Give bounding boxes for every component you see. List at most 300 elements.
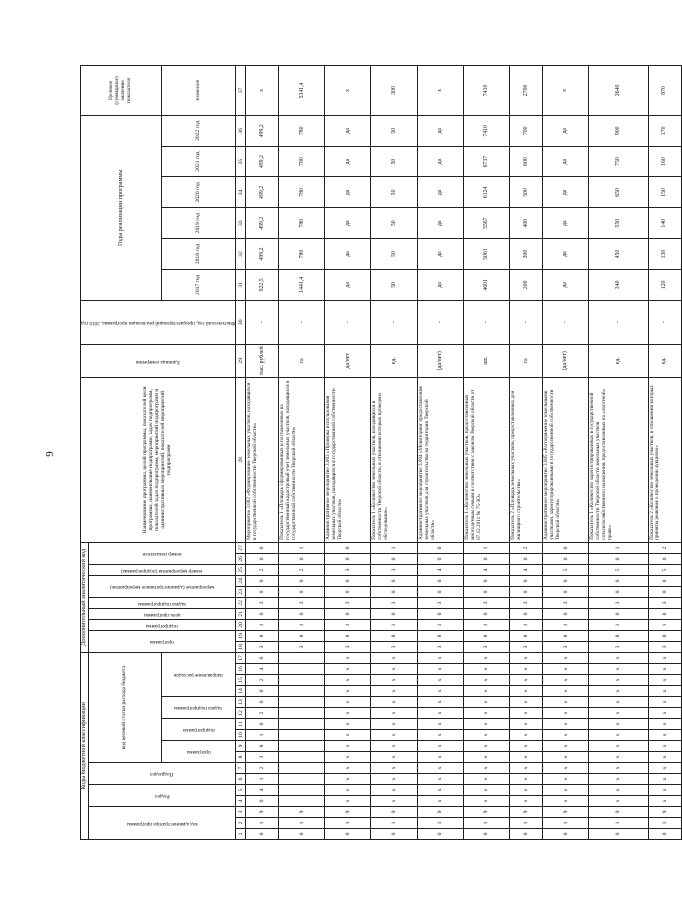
column-index-cell: 33 (236, 208, 246, 239)
code-digit-cell: 8 (325, 630, 371, 641)
code-digit-cell: 3 (648, 597, 681, 608)
header-csr-podprogramma: подпрограмма (161, 719, 235, 741)
code-digit-cell: 0 (279, 575, 325, 586)
code-digit-cell: х (510, 675, 543, 686)
column-index-cell: 34 (236, 177, 246, 208)
column-index-cell: 7 (236, 763, 246, 774)
code-digit-cell: 3 (417, 597, 463, 608)
column-index-cell: 4 (236, 796, 246, 807)
header-csr-code: код целевой статьи расхода бюджета (88, 652, 161, 762)
header-year-2019: 2019 год (161, 208, 235, 239)
column-index-cell: 31 (236, 269, 246, 300)
code-digit-cell: х (417, 741, 463, 752)
code-digit-cell: х (542, 752, 588, 763)
code-digit-cell: 9 (648, 807, 681, 818)
row-name-cell: Показатель 1 «Площадь сформированных и поставленных на государственный кадастровый учет земельных участков, находящихся в государственной собственности Тверской области» (279, 377, 325, 542)
code-digit-cell: 1 (589, 619, 648, 630)
year-value-cell: 900 (589, 115, 648, 146)
code-digit-cell: 0 (246, 719, 279, 730)
code-digit-cell: 0 (648, 608, 681, 619)
year-value-cell: 200 (510, 269, 543, 300)
code-digit-cell: х (648, 652, 681, 663)
code-digit-cell: 0 (589, 608, 648, 619)
target-value-cell: 5341,4 (279, 66, 325, 116)
code-digit-cell: 0 (589, 553, 648, 564)
code-digit-cell: 3 (371, 597, 417, 608)
code-digit-cell: 9 (371, 807, 417, 818)
code-digit-cell: х (648, 686, 681, 697)
column-index-cell: 3 (236, 807, 246, 818)
code-digit-cell: 0 (279, 608, 325, 619)
unit-cell: тыс. рублей (246, 344, 279, 377)
code-digit-cell: х (542, 664, 588, 675)
code-digit-cell: х (589, 708, 648, 719)
column-index-cell: 29 (236, 344, 246, 377)
code-digit-cell: 0 (510, 586, 543, 597)
rotated-table-container (80, 65, 668, 840)
year-value-cell: 499,2 (246, 208, 279, 239)
year-value-cell: да (542, 146, 588, 177)
code-digit-cell: 8 (510, 630, 543, 641)
code-digit-cell: 5 (648, 564, 681, 575)
column-index-cell: 37 (236, 66, 246, 116)
code-digit-cell: 2 (279, 564, 325, 575)
table-row (417, 66, 463, 840)
year-value-cell: 550 (589, 208, 648, 239)
code-digit-cell: х (463, 774, 509, 785)
year-value-cell: да (325, 269, 371, 300)
code-digit-cell: х (648, 730, 681, 741)
code-digit-cell: х (589, 730, 648, 741)
code-digit-cell: 0 (279, 553, 325, 564)
code-digit-cell: х (542, 652, 588, 663)
code-digit-cell: 2 (246, 564, 279, 575)
code-digit-cell: 4 (246, 664, 279, 675)
code-digit-cell: 8 (542, 630, 588, 641)
code-digit-cell (279, 741, 325, 752)
year-value-cell: 600 (510, 146, 543, 177)
column-index-cell: 12 (236, 708, 246, 719)
code-digit-cell: х (417, 730, 463, 741)
code-digit-cell: х (417, 763, 463, 774)
year-value-cell: да (417, 146, 463, 177)
year-value-cell: да (325, 115, 371, 146)
code-digit-cell: х (648, 796, 681, 807)
code-digit-cell: х (542, 719, 588, 730)
code-digit-cell: х (417, 796, 463, 807)
fact-cell: - (417, 300, 463, 344)
code-digit-cell: 8 (371, 630, 417, 641)
code-digit-cell: х (589, 697, 648, 708)
column-index-cell: 16 (236, 664, 246, 675)
code-digit-cell: х (463, 675, 509, 686)
year-value-cell: 499,2 (246, 115, 279, 146)
header-csr-programma: программа (161, 741, 235, 763)
code-digit-cell (279, 774, 325, 785)
year-value-cell: 499,2 (246, 177, 279, 208)
header-celevoe: Целевое (суммарное) значение показателя (81, 66, 162, 116)
code-digit-cell: х (325, 774, 371, 785)
code-digit-cell: 0 (589, 586, 648, 597)
code-digit-cell: 0 (542, 586, 588, 597)
code-digit-cell: х (510, 652, 543, 663)
fact-cell: - (371, 300, 417, 344)
code-digit-cell (279, 652, 325, 663)
code-digit-cell: 0 (279, 829, 325, 840)
target-value-cell: х (417, 66, 463, 116)
year-value-cell: 780 (279, 177, 325, 208)
code-digit-cell: 1 (648, 619, 681, 630)
code-digit-cell: 0 (417, 553, 463, 564)
column-index-cell: 20 (236, 619, 246, 630)
code-digit-cell: 8 (463, 630, 509, 641)
code-digit-cell: 9 (246, 807, 279, 818)
column-index-cell: 36 (236, 115, 246, 146)
code-digit-cell: 3 (246, 597, 279, 608)
year-value-cell: 499,2 (246, 146, 279, 177)
code-digit-cell: х (325, 664, 371, 675)
column-index-row (236, 66, 246, 840)
code-digit-cell: х (325, 796, 371, 807)
code-digit-cell: х (510, 708, 543, 719)
code-digit-cell: 3 (589, 641, 648, 652)
row-name-cell: Административное мероприятие 3.005 «Распоряжение земельными участками, зарегистрированными в государственной собственности Тверской области» (542, 377, 588, 542)
year-value-cell: 5567 (463, 208, 509, 239)
target-value-cell: 2700 (510, 66, 543, 116)
unit-cell: шт. (463, 344, 509, 377)
code-digit-cell: 0 (589, 829, 648, 840)
code-digit-cell: 4 (463, 564, 509, 575)
code-digit-cell: 8 (246, 630, 279, 641)
target-value-cell: 3640 (589, 66, 648, 116)
year-value-cell: 780 (279, 115, 325, 146)
code-digit-cell: 0 (510, 575, 543, 586)
code-digit-cell: 5 (589, 564, 648, 575)
code-digit-cell: х (463, 686, 509, 697)
code-digit-cell: 0 (246, 586, 279, 597)
year-value-cell: 5061 (463, 239, 509, 270)
code-digit-cell: х (510, 796, 543, 807)
year-value-cell: да (542, 115, 588, 146)
year-value-cell: 750 (589, 146, 648, 177)
code-digit-cell: 0 (510, 829, 543, 840)
year-value-cell: да (325, 146, 371, 177)
code-digit-cell: 1 (542, 619, 588, 630)
year-value-cell: да (417, 208, 463, 239)
fact-cell: - (279, 300, 325, 344)
code-digit-cell: 1 (463, 818, 509, 829)
code-digit-cell: 1 (246, 774, 279, 785)
code-digit-cell: х (325, 752, 371, 763)
fact-cell: - (648, 300, 681, 344)
code-digit-cell: х (648, 708, 681, 719)
code-digit-cell: 3 (589, 597, 648, 608)
year-value-cell: 4601 (463, 269, 509, 300)
code-digit-cell: 3 (279, 597, 325, 608)
column-index-cell: 30 (236, 300, 246, 344)
code-digit-cell: х (542, 686, 588, 697)
year-value-cell: да (542, 239, 588, 270)
code-digit-cell: 0 (510, 553, 543, 564)
year-value-cell: 150 (648, 177, 681, 208)
code-digit-cell: х (325, 652, 371, 663)
table-row (589, 66, 648, 840)
code-digit-cell: 0 (325, 608, 371, 619)
code-digit-cell: 4 (510, 564, 543, 575)
code-digit-cell: 8 (279, 630, 325, 641)
year-value-cell: 140 (648, 208, 681, 239)
target-value-cell: х (542, 66, 588, 116)
table-row (510, 66, 543, 840)
column-index-cell: 24 (236, 575, 246, 586)
code-digit-cell: 4 (417, 564, 463, 575)
header-dop-code: Дополнительный аналитический код (81, 542, 89, 652)
code-digit-cell: х (417, 675, 463, 686)
code-digit-cell: х (325, 719, 371, 730)
code-digit-cell: 8 (417, 630, 463, 641)
code-digit-cell: х (417, 719, 463, 730)
code-digit-cell: 2 (648, 542, 681, 553)
code-digit-cell: х (510, 741, 543, 752)
code-digit-cell: х (371, 752, 417, 763)
code-digit-cell (279, 697, 325, 708)
code-digit-cell: 3 (371, 641, 417, 652)
code-digit-cell: х (589, 652, 648, 663)
code-digit-cell: х (510, 785, 543, 796)
code-digit-cell: 5 (542, 564, 588, 575)
column-index-cell: 13 (236, 697, 246, 708)
code-digit-cell: х (371, 652, 417, 663)
header-zadacha: задача подпрограммы (88, 597, 235, 608)
year-value-cell: 50 (371, 146, 417, 177)
unit-cell: га (279, 344, 325, 377)
code-digit-cell: 1 (463, 619, 509, 630)
year-value-cell: 170 (648, 115, 681, 146)
code-digit-cell: х (510, 763, 543, 774)
code-digit-cell: х (542, 763, 588, 774)
code-digit-cell: 9 (542, 807, 588, 818)
header-year-2017: 2017 год (161, 269, 235, 300)
year-value-cell: 700 (510, 115, 543, 146)
code-digit-cell: 3 (542, 597, 588, 608)
year-value-cell: 500 (510, 177, 543, 208)
fact-cell: - (325, 300, 371, 344)
code-digit-cell: х (510, 664, 543, 675)
year-value-cell: 650 (589, 177, 648, 208)
code-digit-cell: х (463, 785, 509, 796)
code-digit-cell: х (463, 730, 509, 741)
code-digit-cell: х (463, 697, 509, 708)
code-digit-cell: 1 (325, 619, 371, 630)
code-digit-cell: 0 (246, 829, 279, 840)
header-fakt: Фактический год, предшествующий реализации программы, 2016 год (81, 300, 236, 344)
code-digit-cell: 0 (648, 829, 681, 840)
table-row (246, 66, 279, 840)
code-digit-cell: 0 (371, 586, 417, 597)
target-value-cell: х (246, 66, 279, 116)
code-digit-cell: х (542, 697, 588, 708)
column-index-cell: 22 (236, 597, 246, 608)
unit-cell: (да/нет) (542, 344, 588, 377)
code-digit-cell: х (542, 708, 588, 719)
code-digit-cell: 0 (417, 542, 463, 553)
column-index-cell: 1 (236, 829, 246, 840)
code-digit-cell: 9 (510, 807, 543, 818)
header-year-2022: 2022 год (161, 115, 235, 146)
header-cel-programmy: цель программы (88, 608, 235, 619)
code-digit-cell: 0 (246, 697, 279, 708)
row-name-cell: Показатель 1 «Количество земельных участков, находящихся в собственности Тверской области, в отношении которых проведено обследование» (371, 377, 417, 542)
code-digit-cell: х (542, 675, 588, 686)
code-digit-cell (279, 708, 325, 719)
year-value-cell: 50 (371, 269, 417, 300)
code-digit-cell: х (371, 730, 417, 741)
unit-cell: га (510, 344, 543, 377)
code-digit-cell: 1 (246, 619, 279, 630)
code-digit-cell: х (371, 774, 417, 785)
code-digit-cell: 3 (510, 641, 543, 652)
header-razdel: Раздел (88, 785, 235, 807)
code-digit-cell: 8 (246, 741, 279, 752)
code-digit-cell: 1 (325, 818, 371, 829)
header-meropriyatie: мероприятие (административное мероприятие) (88, 575, 235, 597)
code-digit-cell: х (542, 796, 588, 807)
code-digit-cell: х (589, 752, 648, 763)
year-value-cell: 300 (510, 239, 543, 270)
year-value-cell: да (325, 177, 371, 208)
column-index-cell: 8 (236, 752, 246, 763)
code-digit-cell: х (510, 730, 543, 741)
code-digit-cell: 1 (371, 619, 417, 630)
row-name-cell: Показатель 1 «Количество зарегистрированных в государственной собственности Тверской области земельных участков сельскохозяйственного назначения, предоставленных на «льготной» праве» (589, 377, 648, 542)
code-digit-cell: 0 (279, 586, 325, 597)
code-digit-cell: 0 (463, 553, 509, 564)
header-programma: программа (88, 630, 235, 652)
column-index-cell: 35 (236, 146, 246, 177)
fact-cell: - (510, 300, 543, 344)
code-digit-cell: х (325, 730, 371, 741)
code-digit-cell: 0 (648, 575, 681, 586)
code-digit-cell: х (417, 686, 463, 697)
year-value-cell: да (417, 177, 463, 208)
code-digit-cell: х (589, 664, 648, 675)
code-digit-cell: 0 (246, 796, 279, 807)
code-digit-cell: х (589, 785, 648, 796)
code-digit-cell (279, 752, 325, 763)
year-value-cell: да (325, 239, 371, 270)
header-admin-code: код администратора программы (88, 807, 235, 840)
code-digit-cell: 1 (371, 542, 417, 553)
year-value-cell: 6124 (463, 177, 509, 208)
code-digit-cell (279, 730, 325, 741)
row-name-cell: Показатель 2 «Площадь земельных участков, предоставленных для жилищного строительства» (510, 377, 543, 542)
code-digit-cell: 3 (463, 597, 509, 608)
fact-cell: - (542, 300, 588, 344)
year-value-cell: 7410 (463, 115, 509, 146)
column-index-cell: 17 (236, 652, 246, 663)
year-value-cell: 6737 (463, 146, 509, 177)
code-digit-cell: х (371, 686, 417, 697)
code-digit-cell: 1 (246, 818, 279, 829)
code-digit-cell: 0 (246, 686, 279, 697)
code-digit-cell: 8 (648, 630, 681, 641)
code-digit-cell: 0 (589, 575, 648, 586)
code-digit-cell: 3 (648, 641, 681, 652)
row-name-cell: Показатель 2 «Количество земельных участков, в отношении которых приняты решения о проведении аукциона» (648, 377, 681, 542)
code-digit-cell: х (510, 752, 543, 763)
code-digit-cell: 1 (371, 818, 417, 829)
column-index-cell: 21 (236, 608, 246, 619)
header-csr-napravlenie: направление расходов (161, 652, 235, 696)
code-digit-cell (279, 675, 325, 686)
code-digit-cell (279, 785, 325, 796)
code-digit-cell: х (463, 763, 509, 774)
code-digit-cell: 0 (325, 586, 371, 597)
code-digit-cell: 0 (542, 542, 588, 553)
header-year-2021: 2021 год (161, 146, 235, 177)
code-digit-cell: 0 (325, 575, 371, 586)
code-digit-cell: 3 (325, 564, 371, 575)
target-value-cell: 7410 (463, 66, 509, 116)
column-index-cell: 2 (236, 818, 246, 829)
code-digit-cell: 3 (325, 641, 371, 652)
column-index-cell: 28 (236, 377, 246, 542)
code-digit-cell: х (417, 652, 463, 663)
code-digit-cell: 0 (417, 575, 463, 586)
code-digit-cell: 2 (246, 675, 279, 686)
code-digit-cell: 0 (542, 553, 588, 564)
year-value-cell: 922,5 (246, 269, 279, 300)
code-digit-cell: 3 (371, 564, 417, 575)
code-digit-cell: 3 (510, 597, 543, 608)
code-digit-cell: х (648, 664, 681, 675)
code-digit-cell (279, 763, 325, 774)
code-digit-cell: 0 (246, 542, 279, 553)
code-digit-cell: 2 (246, 708, 279, 719)
code-digit-cell: 8 (589, 630, 648, 641)
code-digit-cell: 1 (279, 818, 325, 829)
year-value-cell: 130 (648, 239, 681, 270)
year-value-cell: да (542, 269, 588, 300)
code-digit-cell (279, 686, 325, 697)
column-index-cell: 9 (236, 741, 246, 752)
code-digit-cell: 0 (542, 575, 588, 586)
header-dop-podprogramma: подпрограмма (88, 619, 235, 630)
code-digit-cell: 3 (279, 641, 325, 652)
code-digit-cell: х (589, 796, 648, 807)
header-podrazdel: Подраздел (88, 763, 235, 785)
fact-cell: - (463, 300, 509, 344)
column-index-cell: 23 (236, 586, 246, 597)
code-digit-cell: 9 (325, 807, 371, 818)
code-digit-cell: х (510, 697, 543, 708)
header-nomer-pokazatelya: номер показателя (88, 542, 235, 564)
header-znachenie: значение (161, 66, 235, 116)
year-value-cell: 780 (279, 146, 325, 177)
code-digit-cell: 1 (417, 818, 463, 829)
code-digit-cell: 1 (589, 542, 648, 553)
code-digit-cell: 0 (542, 608, 588, 619)
code-digit-cell: 1 (589, 818, 648, 829)
unit-cell: ед. (648, 344, 681, 377)
code-digit-cell: 2 (510, 542, 543, 553)
year-value-cell: 160 (648, 146, 681, 177)
row-name-cell: Мероприятие 3.002 «Формирование земельных участков, находящихся в государственной собственности Тверской области» (246, 377, 279, 542)
code-digit-cell: х (325, 708, 371, 719)
code-digit-cell: х (417, 785, 463, 796)
code-digit-cell: 0 (463, 586, 509, 597)
code-digit-cell: х (648, 719, 681, 730)
